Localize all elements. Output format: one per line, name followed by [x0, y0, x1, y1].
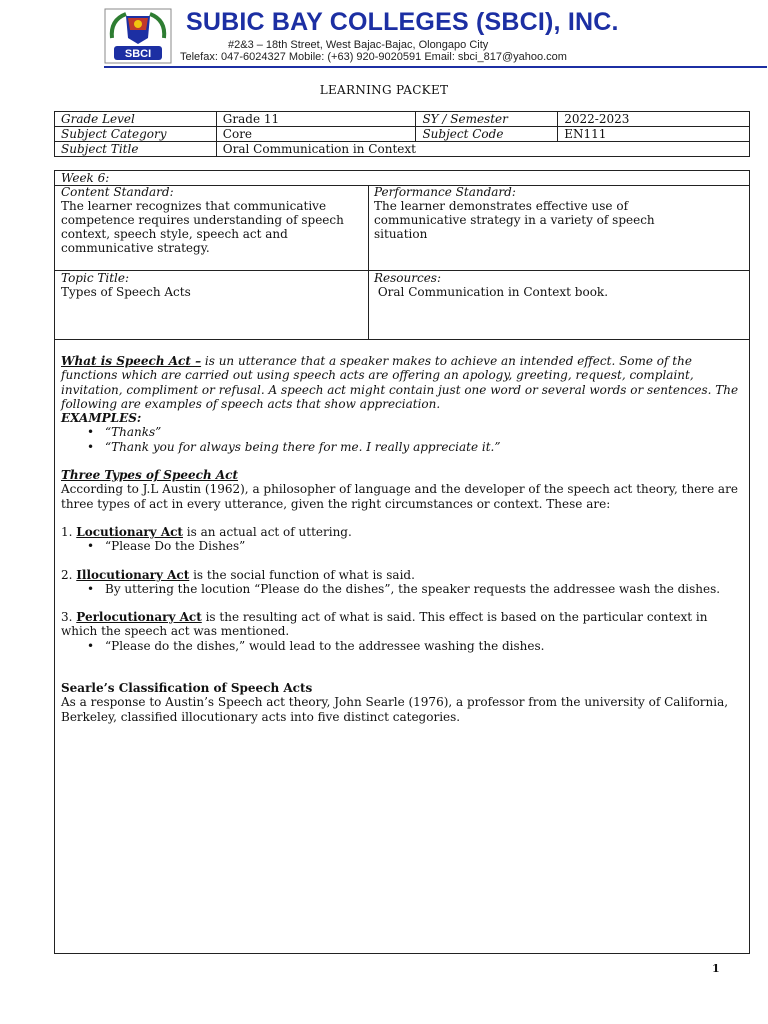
item-number: 3. [61, 610, 77, 625]
table-row [55, 127, 750, 142]
list-item: • “Thanks” [95, 425, 745, 439]
searle-text: As a response to Austin’s Speech act theory, John Searle (1976), a professor from the university of California, Berkeley, classified illocutionary acts into five distinct categories. [61, 695, 729, 724]
three-types-heading: Three Types of Speech Act [61, 468, 239, 483]
week-label: Week 6: [61, 171, 110, 185]
content-standard-label: Content Standard: [61, 185, 174, 199]
divider [368, 185, 369, 339]
header-rule [104, 66, 767, 68]
school-address: #2&3 – 18th Street, West Bajac-Bajac, Olongapo City [228, 39, 489, 51]
performance-standard-text: The learner demonstrates effective use of communicative strategy in a variety of speech situation [374, 199, 655, 241]
week-content-box [54, 170, 750, 954]
topic-title-text: Types of Speech Acts [61, 285, 191, 299]
sy-value: 2022-2023 [558, 112, 750, 127]
three-types-text: According to J.L Austin (1962), a philosopher of language and the developer of the speech act theory, there are three types of act in every utterance, given the right circumstances or context. These are: [61, 482, 738, 511]
lesson-body [61, 354, 745, 724]
perlocutionary-act-text: is the resulting act of what is said. This effect is based on the particular context in which the speech act was mentioned. [61, 610, 708, 639]
topic-title-label: Topic Title: [61, 271, 129, 285]
divider [55, 339, 749, 340]
resources-label: Resources: [374, 271, 442, 285]
item-number: 1. [61, 524, 77, 539]
illocutionary-act-term: Illocutionary Act [76, 567, 190, 582]
logo-text: SBCI [124, 48, 152, 60]
locutionary-act-term: Locutionary Act [76, 524, 183, 539]
list-item: • “Thank you for always being there for me. I really appreciate it.” [95, 440, 745, 454]
school-contact: Telefax: 047-6024327 Mobile: (+63) 920-9020591 Email: sbci_817@yahoo.com [180, 51, 567, 63]
locutionary-act-text: is an actual act of uttering. [182, 524, 352, 539]
speech-act-definition-text: is un utterance that a speaker makes to achieve an intended effect. Some of the functions which are carried out using speech acts are offering an apology, greeting, request, complaint, invitation, compliment or refusal. A speech act might contain just one word or several words or sentences. The following are examples of speech acts that show appreciation. [61, 354, 739, 411]
perlocutionary-act-term: Perlocutionary Act [76, 610, 202, 625]
page-number: 1 [712, 962, 720, 975]
speech-act-definition [61, 354, 745, 411]
letterhead [0, 0, 768, 70]
list-item: • By uttering the locution “Please do the dishes”, the speaker requests the addressee wash the dishes. [95, 582, 745, 596]
sy-label: SY / Semester [416, 112, 558, 127]
subject-category-label: Subject Category [55, 127, 217, 142]
performance-standard-label: Performance Standard: [374, 185, 516, 199]
subject-info-table [54, 111, 750, 157]
examples-label: EXAMPLES: [61, 411, 142, 426]
searle-heading: Searle’s Classification of Speech Acts [61, 681, 313, 696]
illocutionary-examples [61, 582, 745, 596]
resources-text: Oral Communication in Context book. [374, 285, 609, 299]
school-name: SUBIC BAY COLLEGES (SBCI), INC. [186, 8, 619, 36]
subject-category-value: Core [216, 127, 416, 142]
subject-code-value: EN111 [558, 127, 750, 142]
grade-level-label: Grade Level [55, 112, 217, 127]
item-number: 2. [61, 567, 77, 582]
table-row [55, 142, 750, 157]
illocutionary-act-text: is the social function of what is said. [189, 567, 415, 582]
subject-title-label: Subject Title [55, 142, 217, 157]
locutionary-act [61, 525, 745, 539]
locutionary-examples [61, 539, 745, 553]
list-item: • “Please Do the Dishes” [95, 539, 745, 553]
school-logo-icon [104, 8, 172, 64]
list-item: • “Please do the dishes,” would lead to the addressee washing the dishes. [95, 639, 745, 653]
subject-title-value: Oral Communication in Context [216, 142, 749, 157]
speech-act-heading: What is Speech Act – [61, 354, 202, 368]
subject-code-label: Subject Code [416, 127, 558, 142]
illocutionary-act [61, 568, 745, 582]
table-row [55, 112, 750, 127]
content-standard-text: The learner recognizes that communicative competence requires understanding of speech context, speech style, speech act and communicative strategy. [61, 199, 344, 255]
examples-list [61, 425, 745, 454]
packet-title: LEARNING PACKET [319, 83, 449, 97]
perlocutionary-act [61, 610, 745, 639]
perlocutionary-examples [61, 639, 745, 653]
grade-level-value: Grade 11 [216, 112, 416, 127]
